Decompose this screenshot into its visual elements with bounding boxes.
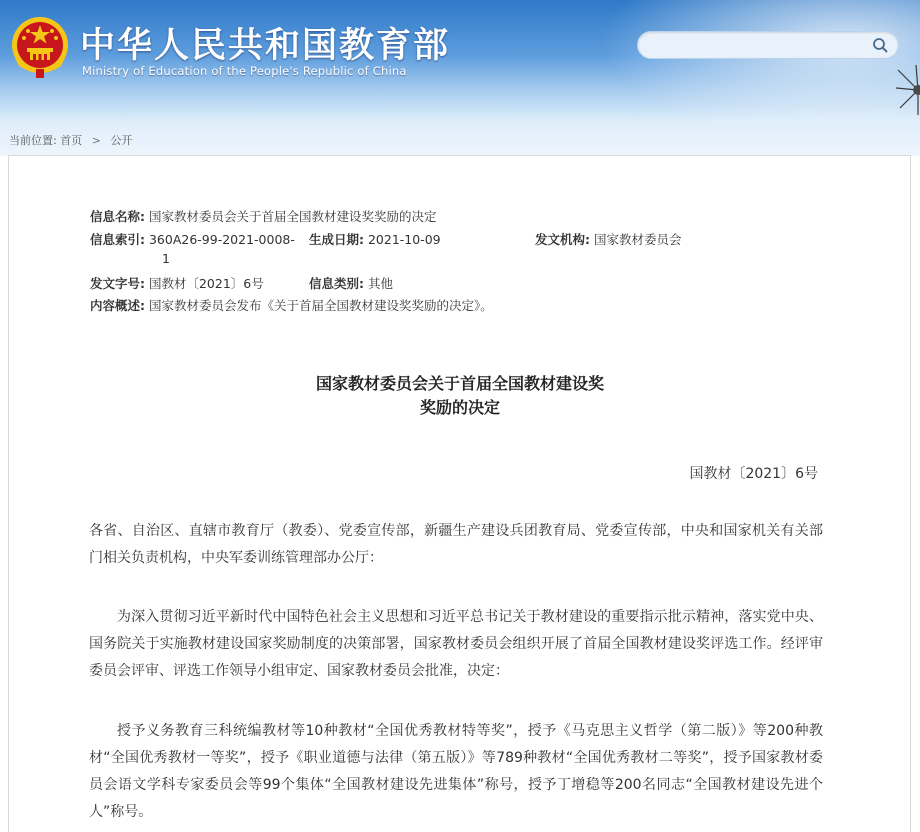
meta-index-label: 信息索引: <box>90 232 145 247</box>
meta-docno-row <box>90 274 264 292</box>
breadcrumb-separator: > <box>91 134 101 147</box>
document-addressee: 各省、自治区、直辖市教育厅（教委）、党委宣传部，新疆生产建设兵团教育局、党委宣传部，中央和国家机关有关部门相关负责机构，中央军委训练管理部办公厅： <box>89 523 823 566</box>
meta-summary-value: 国家教材委员会发布《关于首届全国教材建设奖奖励的决定》。 <box>148 298 493 313</box>
document-number: 国教材〔2021〕6号 <box>689 466 818 482</box>
meta-org-label: 发文机构: <box>535 232 590 247</box>
site-title: 中华人民共和国教育部 <box>80 26 451 66</box>
document-title-line2: 奖励的决定 <box>419 398 500 417</box>
breadcrumb-prefix: 当前位置: <box>9 134 57 147</box>
search-input[interactable] <box>650 36 870 54</box>
site-header <box>0 0 920 122</box>
site-subtitle: Ministry of Education of the People's Republic of China <box>82 64 407 78</box>
meta-docno-value: 国教材〔2021〕6号 <box>148 276 264 291</box>
document-paragraph-1: 为深入贯彻习近平新时代中国特色社会主义思想和习近平总书记关于教材建设的重要指示批示精神，落实党中央、国务院关于实施教材建设国家奖励制度的决策部署，国家教材委员会组织开展了首届全国教材建设奖评选工作。经评审委员会评审、评选工作领导小组审定、国家教材委员会批准，决定： <box>89 609 823 679</box>
meta-summary-row <box>90 296 493 314</box>
search-box <box>637 31 899 59</box>
meta-org-value: 国家教材委员会 <box>593 232 682 247</box>
header-glow <box>580 0 920 122</box>
meta-index-value-cont: 1 <box>162 251 170 266</box>
dandelion-decoration-icon <box>888 60 920 120</box>
meta-org-row <box>535 230 682 248</box>
document-title-line1: 国家教材委员会关于首届全国教材建设奖 <box>315 374 604 393</box>
breadcrumb-home-link[interactable]: 首页 <box>60 134 83 147</box>
meta-date-value: 2021-10-09 <box>367 232 441 247</box>
meta-name-row <box>90 207 437 225</box>
meta-category-row <box>309 274 393 292</box>
search-icon[interactable] <box>872 37 889 54</box>
meta-date-row <box>309 230 441 248</box>
national-emblem-icon <box>9 14 71 80</box>
breadcrumb-bar <box>0 122 920 156</box>
document-paragraph-2: 授予义务教育三科统编教材等10种教材“全国优秀教材特等奖”，授予《马克思主义哲学（第二版）》等200种教材“全国优秀教材一等奖”，授予《职业道德与法律（第五版）》等789种教材“全国优秀教材二等奖”，授予国家教材委员会语文学科专家委员会等99个集体“全国教材建设先进集体”称号，授予丁增稳等200名同志“全国教材建设先进个人”称号。 <box>89 723 823 820</box>
meta-index-row <box>90 230 295 248</box>
meta-summary-label: 内容概述: <box>90 298 145 313</box>
meta-name-value: 国家教材委员会关于首届全国教材建设奖奖励的决定 <box>148 209 437 224</box>
meta-date-label: 生成日期: <box>309 232 364 247</box>
breadcrumb <box>9 132 132 148</box>
meta-category-label: 信息类别: <box>309 276 364 291</box>
breadcrumb-public-link[interactable]: 公开 <box>110 134 133 147</box>
meta-index-value: 360A26-99-2021-0008- <box>148 232 295 247</box>
meta-docno-label: 发文字号: <box>90 276 145 291</box>
meta-name-label: 信息名称: <box>90 209 145 224</box>
meta-category-value: 其他 <box>367 276 393 291</box>
